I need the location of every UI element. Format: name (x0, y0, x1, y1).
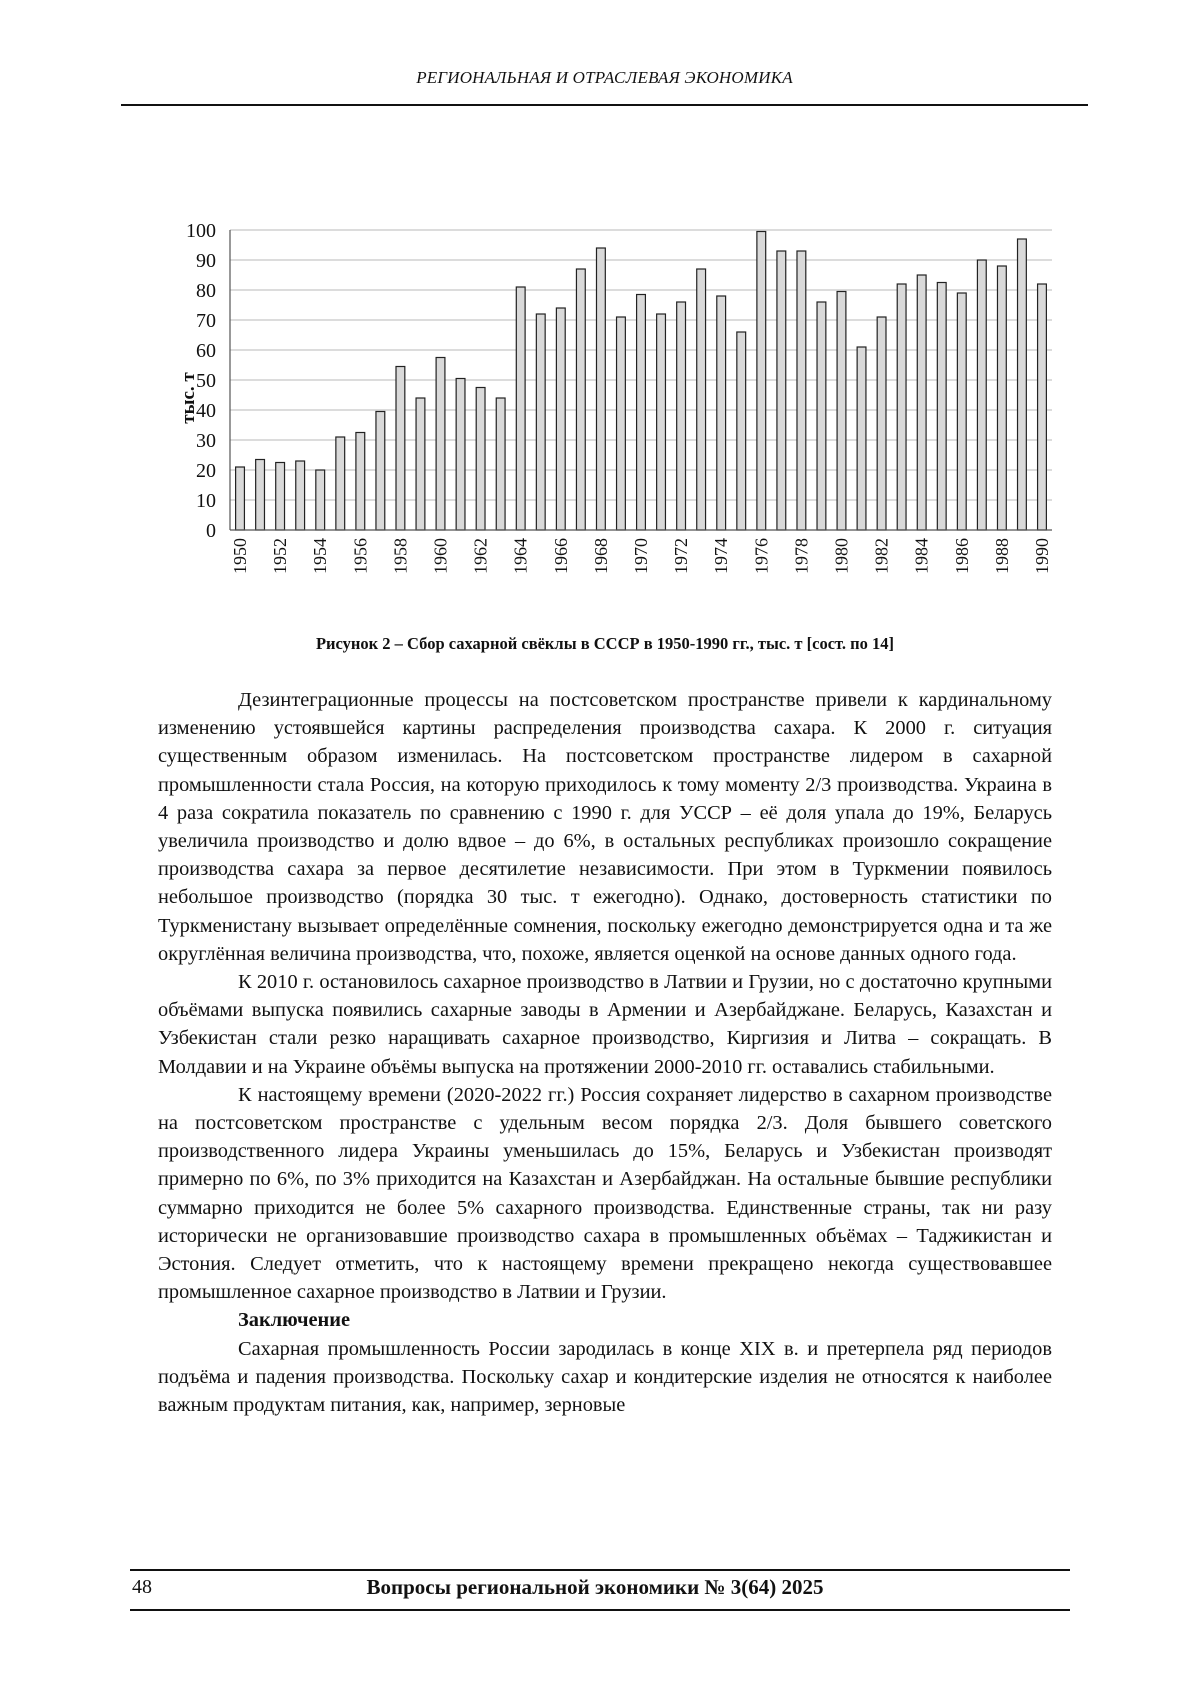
bar-1967 (576, 269, 585, 530)
x-tick-label: 1962 (470, 538, 491, 574)
x-tick-label: 1958 (390, 538, 411, 574)
bar-1982 (877, 317, 886, 530)
paragraph: К настоящему времени (2020-2022 гг.) Россия сохраняет лидерство в сахарном производстве на постсоветском пространстве с удельным весом порядка 2/3. Доля бывшего советского производственного лидера Украины уменьшилась до 15%, Беларусь и Узбекистан производят примерно по 6%, по 3% приходится на Казахстан и Азербайджан. На остальные бывшие республики суммарно приходится не более 5% сахарного производства. Единственные страны, так ни разу исторически не организовавшие производство сахара в промышленных объёмах – Таджикистан и Эстония. Следует отметить, что к настоящему времени прекращено некогда существовавшее промышленное сахарное производство в Латвии и Грузии. (158, 1083, 1052, 1304)
x-tick-label: 1986 (951, 538, 972, 574)
paragraph: Сахарная промышленность России зародилась в конце XIX в. и претерпела ряд периодов подъёма и падения производства. Поскольку сахар и кондитерские изделия не относятся к наиболее важным продуктам питания, как, например, зерновые (158, 1337, 1052, 1417)
bar-1959 (416, 398, 425, 530)
bar-1973 (697, 269, 706, 530)
paragraph: К 2010 г. остановилось сахарное производство в Латвии и Грузии, но с достаточно крупными объёмами выпуска появились сахарные заводы в Армении и Азербайджане. Беларусь, Казахстан и Узбекистан стали резко наращивать сахарное производство, Киргизия и Литва – сокращать. В Молдавии и на Украине объёмы выпуска на протяжении 2000-2010 гг. оставались стабильными. (158, 971, 1052, 1078)
y-axis-label: тыс. т (178, 372, 199, 424)
bar-1957 (376, 412, 385, 531)
bar-1955 (336, 437, 345, 530)
bar-1990 (1038, 284, 1047, 530)
header-divider (121, 104, 1088, 106)
y-tick-label: 90 (196, 250, 216, 272)
y-tick-label: 30 (196, 430, 216, 452)
x-tick-label: 1956 (350, 538, 371, 574)
running-header: РЕГИОНАЛЬНАЯ И ОТРАСЛЕВАЯ ЭКОНОМИКА (416, 68, 793, 87)
y-tick-label: 10 (196, 490, 216, 512)
bar-1971 (657, 314, 666, 530)
bar-1979 (817, 302, 826, 530)
bar-1960 (436, 358, 445, 531)
paragraph: Дезинтеграционные процессы на постсоветском пространстве привели к кардинальному изменению устоявшейся картины распределения производства сахара. К 2000 г. ситуация существенным образом изменилась. На постсоветском пространстве лидером в сахарной промышленности стала Россия, на которую приходилось к тому моменту 2/3 производства. Украина в 4 раза сократила показатель по сравнению с 1990 г. для УССР – её доля упала до 19%, Беларусь увеличила производство и долю вдвое – до 6%, в остальных республиках произошло сокращение производства сахара за первое десятилетие независимости. При этом в Туркмении появилось небольшое производство (порядка 30 тыс. т ежегодно). Однако, достоверность статистики по Туркменистану вызывает определённые сомнения, поскольку ежегодно демонстрируется одна и та же округлённая величина производства, что, похоже, является оценкой на основе данных одного года. (158, 689, 1052, 965)
x-tick-label: 1968 (590, 538, 611, 574)
bar-1980 (837, 292, 846, 531)
x-tick-label: 1950 (230, 538, 251, 574)
section-heading: Заключение (238, 1309, 351, 1332)
footer-divider-top (130, 1569, 1070, 1571)
bar-1963 (496, 398, 505, 530)
x-tick-label: 1984 (911, 538, 932, 574)
footer-divider-bottom (130, 1609, 1070, 1611)
x-tick-label: 1966 (550, 538, 571, 574)
page-number: 48 (132, 1576, 152, 1598)
bar-1951 (256, 460, 265, 531)
x-tick-labels (230, 538, 1052, 574)
bar-1952 (276, 463, 285, 531)
x-tick-label: 1982 (871, 538, 892, 574)
y-tick-label: 100 (186, 220, 216, 242)
y-tick-label: 0 (206, 520, 216, 542)
bar-1962 (476, 388, 485, 531)
bar-1975 (737, 332, 746, 530)
bar-1961 (456, 379, 465, 531)
bar-1987 (977, 260, 986, 530)
bar-1985 (937, 283, 946, 531)
bar-1958 (396, 367, 405, 531)
bar-1969 (617, 317, 626, 530)
x-tick-label: 1976 (751, 538, 772, 574)
bar-1965 (536, 314, 545, 530)
y-tick-label: 40 (196, 400, 216, 422)
chart-bars (236, 232, 1047, 531)
x-tick-label: 1952 (270, 538, 291, 574)
x-tick-label: 1980 (831, 538, 852, 574)
y-tick-label: 20 (196, 460, 216, 482)
bar-1981 (857, 347, 866, 530)
bar-1974 (717, 296, 726, 530)
bar-1986 (957, 293, 966, 530)
bar-1976 (757, 232, 766, 531)
bar-1956 (356, 433, 365, 531)
bar-1954 (316, 470, 325, 530)
bar-1972 (677, 302, 686, 530)
x-tick-label: 1960 (430, 538, 451, 574)
x-tick-label: 1954 (310, 538, 331, 574)
bar-1953 (296, 461, 305, 530)
x-tick-label: 1972 (671, 538, 692, 574)
bar-1966 (556, 308, 565, 530)
x-tick-label: 1974 (711, 538, 732, 574)
bar-1978 (797, 251, 806, 530)
bar-1968 (596, 248, 605, 530)
bar-1983 (897, 284, 906, 530)
y-tick-label: 80 (196, 280, 216, 302)
article-body (158, 686, 1052, 1419)
x-tick-label: 1978 (791, 538, 812, 574)
y-tick-label: 70 (196, 310, 216, 332)
x-tick-label: 1964 (510, 538, 531, 574)
bar-1989 (1018, 239, 1027, 530)
y-tick-label: 50 (196, 370, 216, 392)
x-tick-label: 1990 (1031, 538, 1052, 574)
y-tick-label: 60 (196, 340, 216, 362)
bar-1988 (997, 266, 1006, 530)
x-tick-label: 1970 (631, 538, 651, 574)
bar-1984 (917, 275, 926, 530)
bar-1977 (777, 251, 786, 530)
figure-caption: Рисунок 2 – Сбор сахарной свёклы в СССР в 1950-1990 гг., тыс. т [сост. по 14] (315, 634, 895, 653)
bar-1970 (637, 295, 646, 531)
bar-1964 (516, 287, 525, 530)
bar-1950 (236, 467, 245, 530)
journal-title: Вопросы региональной экономики № 3(64) 2025 (366, 1575, 824, 1599)
x-tick-label: 1988 (991, 538, 1012, 574)
bar-chart (170, 218, 1060, 628)
